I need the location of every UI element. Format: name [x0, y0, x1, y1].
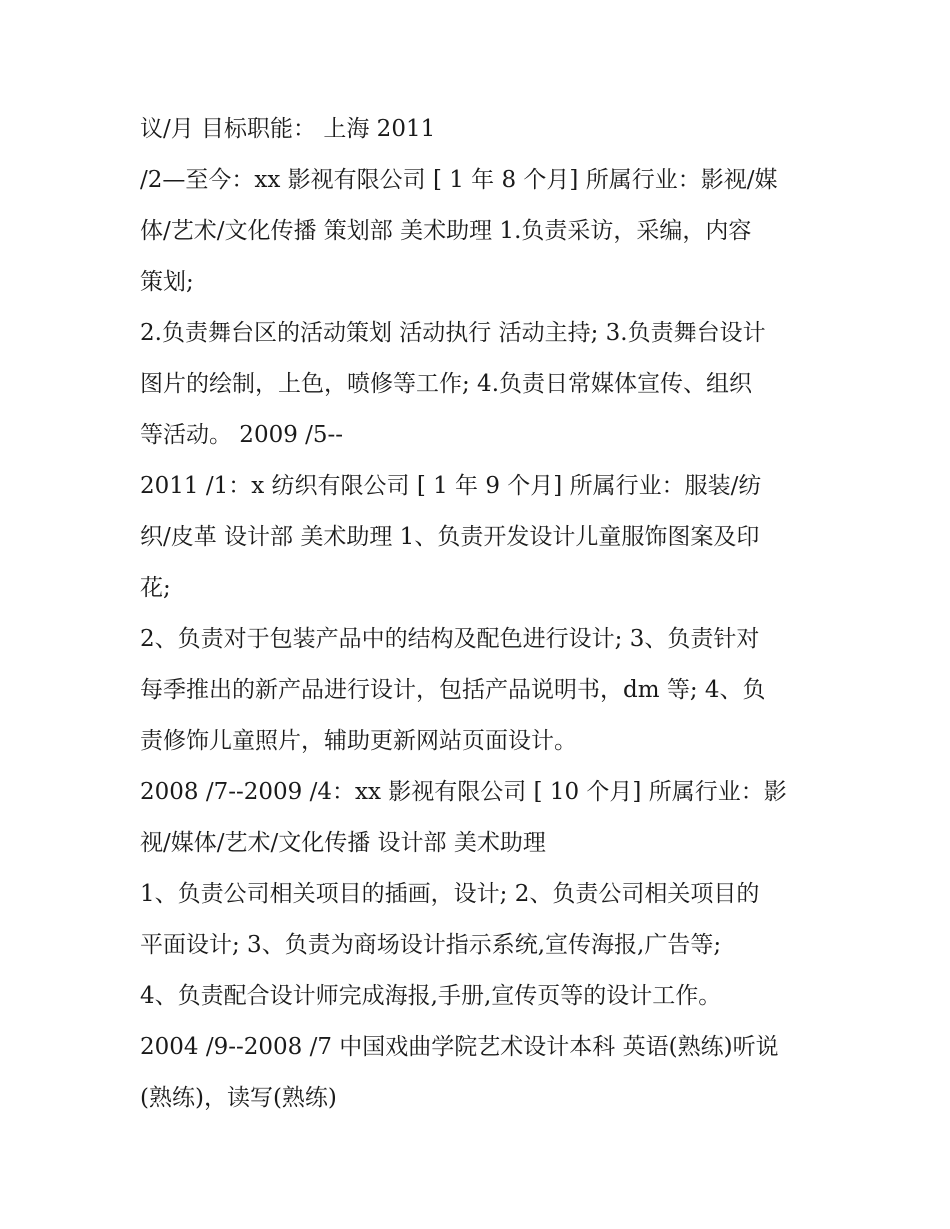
text-line: 图片的绘制，上色，喷修等工作; 4.负责日常媒体宣传、组织	[140, 371, 753, 397]
text-line: 2.负责舞台区的活动策划 活动执行 活动主持; 3.负责舞台设计	[140, 320, 766, 346]
text-line: 体/艺术/文化传播 策划部 美术助理 1.负责采访，采编，内容	[140, 218, 752, 244]
text-line: 每季推出的新产品进行设计，包括产品说明书，dm 等; 4、负	[140, 677, 766, 703]
text-line: 策划;	[140, 269, 194, 295]
text-line: 2011 /1：x 纺织有限公司 [ 1 年 9 个月] 所属行业：服装/纺	[140, 473, 762, 499]
text-line: 责修饰儿童照片，辅助更新网站页面设计。	[140, 728, 577, 754]
text-line: (熟练)，读写(熟练)	[140, 1085, 337, 1111]
text-line: 花;	[140, 575, 171, 601]
text-line: 2、负责对于包装产品中的结构及配色进行设计; 3、负责针对	[140, 626, 760, 652]
text-line: /2—至今：xx 影视有限公司 [ 1 年 8 个月] 所属行业：影视/媒	[140, 167, 778, 193]
text-line: 等活动。 2009 /5--	[140, 422, 344, 448]
text-line: 2004 /9--2008 /7 中国戏曲学院艺术设计本科 英语(熟练)听说	[140, 1034, 779, 1060]
text-line: 2008 /7--2009 /4：xx 影视有限公司 [ 10 个月] 所属行业：影	[140, 779, 787, 805]
text-line: 4、负责配合设计师完成海报,手册,宣传页等的设计工作。	[140, 983, 722, 1009]
text-line: 视/媒体/艺术/文化传播 设计部 美术助理	[140, 830, 546, 856]
text-line: 议/月 目标职能： 上海 2011	[140, 116, 436, 142]
text-line: 1、负责公司相关项目的插画，设计; 2、负责公司相关项目的	[140, 881, 760, 907]
text-line: 织/皮革 设计部 美术助理 1、负责开发设计儿童服饰图案及印	[140, 524, 760, 550]
text-line: 平面设计; 3、负责为商场设计指示系统,宣传海报,广告等;	[140, 932, 722, 958]
resume-text-block	[140, 104, 820, 1124]
